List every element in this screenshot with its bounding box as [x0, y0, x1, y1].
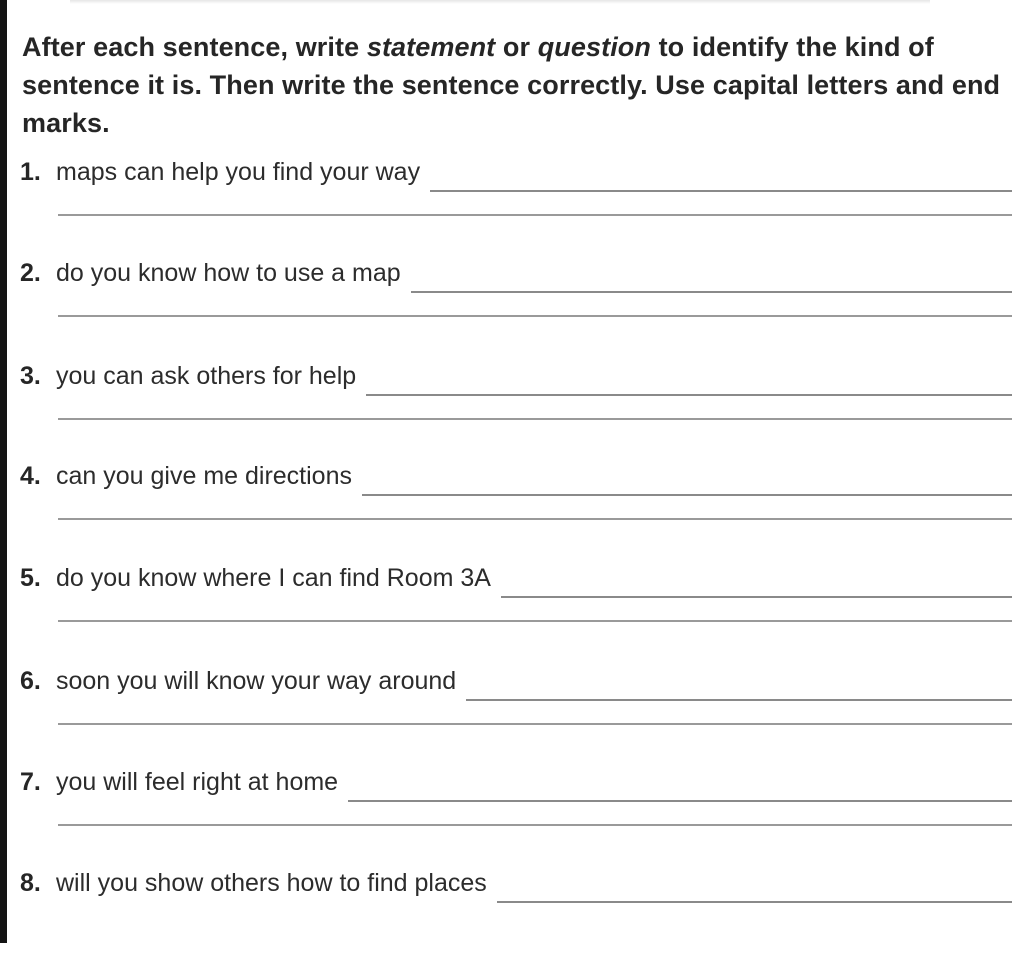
item-number: 5.: [20, 564, 41, 592]
answer-line-kind[interactable]: [430, 189, 1012, 192]
item-sentence: maps can help you find your way: [56, 158, 421, 186]
answer-line-kind[interactable]: [466, 698, 1012, 701]
answer-line-rewrite[interactable]: [58, 418, 1012, 420]
item-number: 8.: [20, 869, 41, 897]
item-sentence: you can ask others for help: [56, 362, 357, 390]
item-number: 3.: [20, 362, 41, 390]
exercise-item-5: [20, 564, 1012, 664]
instructions-part-1: After each sentence, write: [22, 32, 367, 62]
instructions-part-2: or: [495, 32, 538, 62]
item-number: 4.: [20, 462, 41, 490]
exercise-item-7: [20, 768, 1012, 868]
answer-line-kind[interactable]: [501, 595, 1012, 598]
item-sentence: will you show others how to find places: [56, 869, 487, 897]
item-number: 1.: [20, 158, 41, 186]
answer-line-kind[interactable]: [497, 900, 1012, 903]
item-number: 2.: [20, 259, 41, 287]
item-sentence: you will feel right at home: [56, 768, 339, 796]
exercise-item-1: [20, 158, 1012, 258]
instructions: [22, 28, 1012, 142]
instructions-part-3: to identify the kind of sentence it is. Then write the sentence correctly. Use capital letters and end marks.: [22, 32, 1001, 138]
answer-line-rewrite[interactable]: [58, 214, 1012, 216]
answer-line-kind[interactable]: [362, 493, 1012, 496]
exercise-item-4: [20, 462, 1012, 562]
answer-line-kind[interactable]: [411, 290, 1012, 293]
answer-line-rewrite[interactable]: [58, 315, 1012, 317]
top-rule: [70, 0, 930, 4]
instructions-emphasis-statement: statement: [366, 32, 496, 62]
answer-line-kind[interactable]: [366, 393, 1012, 396]
item-sentence: can you give me directions: [56, 462, 352, 490]
exercise-item-2: [20, 259, 1012, 359]
exercise-item-8: [20, 869, 1012, 969]
item-number: 6.: [20, 667, 41, 695]
exercise-item-6: [20, 667, 1012, 767]
answer-line-rewrite[interactable]: [58, 518, 1012, 520]
exercise-item-3: [20, 362, 1012, 462]
answer-line-rewrite[interactable]: [58, 723, 1012, 725]
page-left-edge: [0, 0, 7, 943]
item-sentence: do you know how to use a map: [56, 259, 401, 287]
answer-line-rewrite[interactable]: [58, 620, 1012, 622]
item-number: 7.: [20, 768, 41, 796]
item-sentence: soon you will know your way around: [56, 667, 457, 695]
answer-line-rewrite[interactable]: [58, 824, 1012, 826]
answer-line-kind[interactable]: [348, 799, 1012, 802]
item-sentence: do you know where I can find Room 3A: [56, 564, 491, 592]
instructions-emphasis-question: question: [537, 32, 651, 62]
